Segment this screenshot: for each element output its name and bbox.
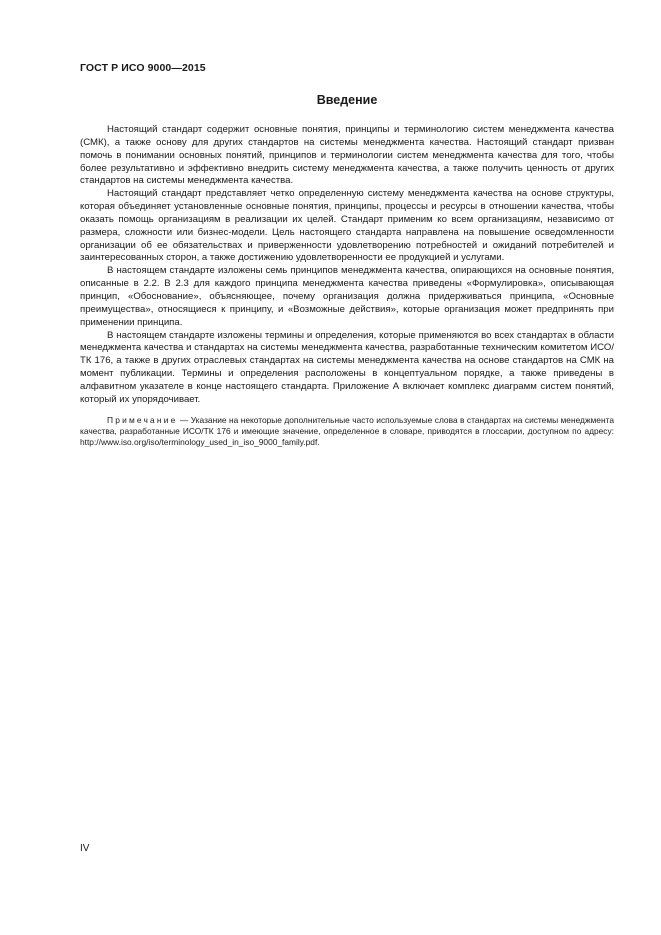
paragraph: В настоящем стандарте изложены термины и определения, которые применяются во всех стандартах в области менеджмента качества и стандартах на системы менеджмента качества, разработанные техническим комитетом ИСО/ТК 176, а также в других отраслевых стандартах на системы менеджмента качества на основе стандартов на СМК на момент публикации. Термины и определения расположены в концептуальном порядке, а также приведены в алфавитном указателе в конце настоящего стандарта. Приложение А включает комплекс диаграмм систем понятий, который их упорядочивает. <box>80 329 614 405</box>
paragraph: Настоящий стандарт содержит основные понятия, принципы и терминологию систем менеджмента качества (СМК), а также основу для других стандартов на системы менеджмента качества. Настоящий стандарт призван помочь в понимании основных понятий, принципов и терминологии систем менеджмента качества для того, чтобы более результативно и эффективно внедрить систему менеджмента качества, а также получить ценность от других стандартов на системы менеджмента качества. <box>80 124 614 187</box>
paragraph: Настоящий стандарт представляет четко определенную систему менеджмента качества на основе структуры, которая объединяет установленные основные понятия, принципы, процессы и ресурсы в отношении качества, чтобы оказать помощь организациям в реализации их целей. Стандарт применим ко всем организациям, независимо от размера, сложности или бизнес-модели. Цель настоящего стандарта направлена на повышение осведомленности организации об ее обязательствах и приверженности удовлетворению потребностей и ожиданий потребителей и заинтересованных сторон, а также достижению удовлетворенности ее продукцией и услугами. <box>80 188 614 264</box>
section-title: Введение <box>316 93 378 107</box>
document-id-header: ГОСТ Р ИСО 9000—2015 <box>80 62 206 74</box>
paragraph: В настоящем стандарте изложены семь принципов менеджмента качества, опирающихся на основные понятия, описанные в 2.2. В 2.3 для каждого принципа менеджмента качества приведены «Формулировка», описывающая принцип, «Обоснование», объясняющее, почему организация должна придерживаться принципа, «Основные преимущества», относящиеся к принципу, и «Возможные действия», которые организация может предпринять при применении принципа. <box>80 265 614 328</box>
page-number: IV <box>80 843 90 854</box>
note <box>80 415 614 449</box>
introduction-body <box>80 124 614 448</box>
note-text: — Указание на некоторые дополнительные часто используемые слова в стандартах на системы менеджмента качества, разработанные ИСО/ТК 176 и имеющие значение, определенное в словаре, приводятся в глоссарии, доступном по адресу: http://www.iso.org/iso/terminology_used_in_iso_9000_family.pdf. <box>80 414 614 447</box>
note-label: Примечание <box>107 414 178 425</box>
